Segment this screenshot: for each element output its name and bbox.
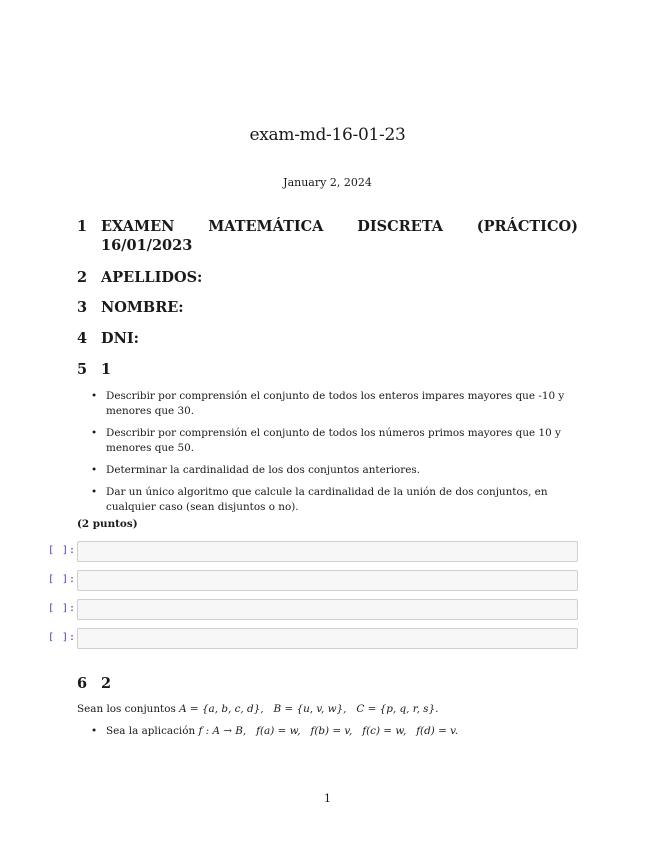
- exercise-1-list: [77, 389, 578, 522]
- bullet-icon: •: [91, 464, 98, 476]
- code-cell-input[interactable]: [77, 599, 578, 620]
- code-cell-input[interactable]: [77, 570, 578, 591]
- set-c: C = {p, q, r, s}.: [356, 703, 439, 715]
- section-1-heading: [77, 217, 578, 257]
- section-number: 2: [77, 269, 88, 286]
- cell-prompt: [ ]:: [48, 603, 77, 614]
- list-item: [77, 463, 578, 478]
- section-title-line2: 16/01/2023: [101, 237, 193, 254]
- section-5-heading: [77, 360, 578, 379]
- exercise-2-list: [77, 724, 578, 746]
- section-title: 2: [101, 675, 112, 692]
- section-number: 1: [77, 218, 88, 235]
- section-title: NOMBRE:: [101, 299, 184, 316]
- list-item: [77, 724, 578, 739]
- section-number: 6: [77, 675, 88, 692]
- document-date: January 2, 2024: [283, 176, 372, 189]
- list-item-text: Dar un único algoritmo que calcule la cardinalidad de la unión de dos conjuntos, en cualquier caso (sean disjuntos o no).: [106, 486, 548, 513]
- code-cell: [0, 570, 655, 592]
- map-values: f(a) = w, f(b) = v, f(c) = w, f(d) = v.: [256, 725, 459, 737]
- code-cell-input[interactable]: [77, 628, 578, 649]
- intro-text: Sean los conjuntos: [77, 703, 176, 715]
- section-number: 4: [77, 330, 88, 347]
- list-item: [77, 485, 578, 515]
- cell-prompt: [ ]:: [48, 632, 77, 643]
- section-title: APELLIDOS:: [101, 269, 203, 286]
- points-label: (2 puntos): [77, 518, 138, 530]
- code-cell-input[interactable]: [77, 541, 578, 562]
- cell-prompt: [ ]:: [48, 545, 77, 556]
- list-item: [77, 426, 578, 456]
- section-title-line1: EXAMEN MATEMÁTICA DISCRETA (PRÁCTICO): [101, 218, 578, 235]
- map-definition: f : A → B,: [198, 725, 247, 737]
- section-title: DNI:: [101, 330, 139, 347]
- section-number: 3: [77, 299, 88, 316]
- list-item-text: Describir por comprensión el conjunto de todos los enteros impares mayores que -10 y menores que 30.: [106, 390, 565, 417]
- bullet-icon: •: [91, 427, 98, 439]
- code-cell: [0, 599, 655, 621]
- section-4-heading: [77, 329, 578, 348]
- list-item-text: Determinar la cardinalidad de los dos conjuntos anteriores.: [106, 464, 421, 476]
- section-title: 1: [101, 361, 112, 378]
- list-item: [77, 389, 578, 419]
- page-number: 1: [324, 792, 331, 805]
- cell-prompt: [ ]:: [48, 574, 77, 585]
- list-item-text: Sea la aplicación: [106, 725, 196, 737]
- document-title: exam-md-16-01-23: [249, 125, 406, 145]
- code-cell: [0, 628, 655, 650]
- bullet-icon: •: [91, 725, 98, 737]
- section-3-heading: [77, 298, 578, 317]
- bullet-icon: •: [91, 390, 98, 402]
- bullet-icon: •: [91, 486, 98, 498]
- code-cell: [0, 541, 655, 563]
- set-a: A = {a, b, c, d},: [179, 703, 264, 715]
- section-6-heading: [77, 674, 578, 693]
- section-2-heading: [77, 268, 578, 287]
- section-number: 5: [77, 361, 88, 378]
- set-b: B = {u, v, w},: [273, 703, 347, 715]
- list-item-text: Describir por comprensión el conjunto de todos los números primos mayores que 10 y menores que 50.: [106, 427, 561, 454]
- exercise-2-intro: [77, 702, 578, 717]
